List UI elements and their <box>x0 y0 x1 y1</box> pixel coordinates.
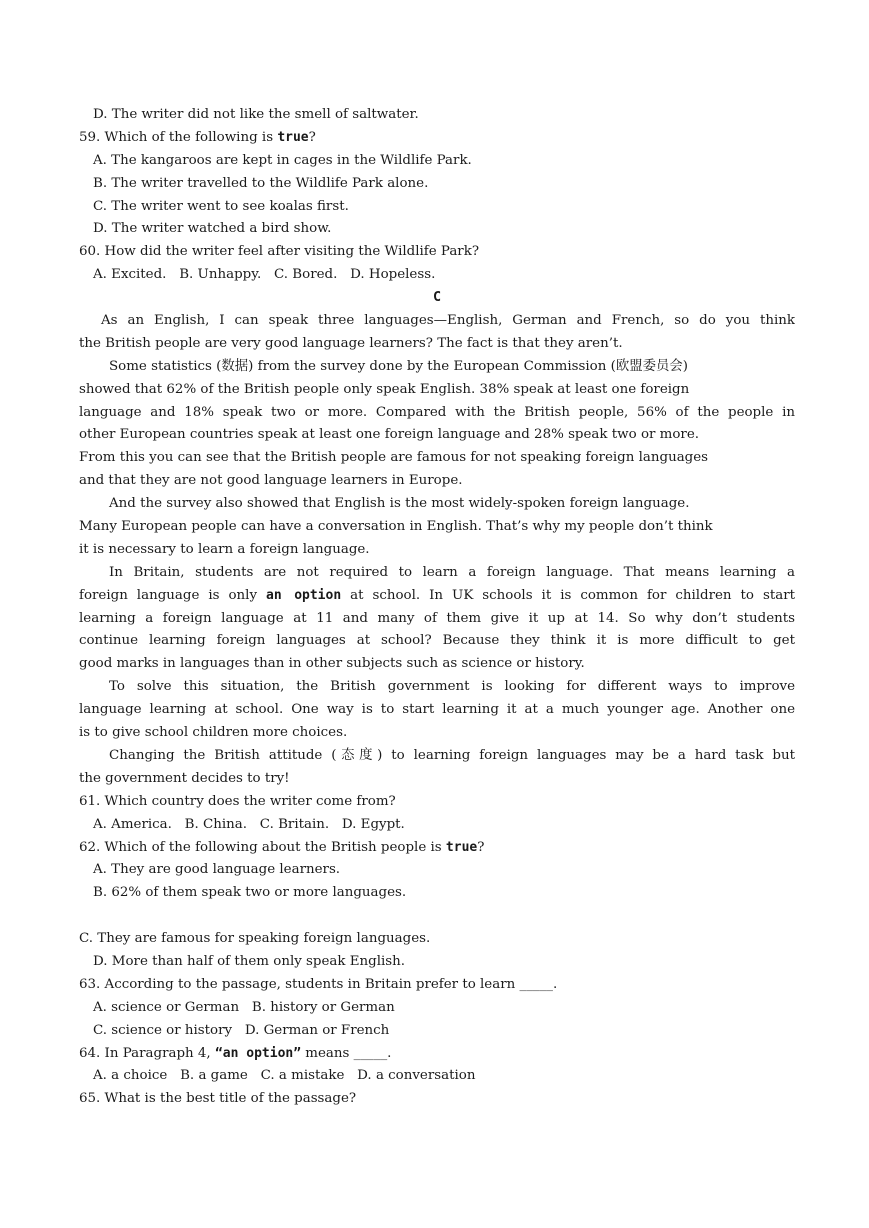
q62-stem-end: ? <box>477 839 485 855</box>
q64-stem-text: 64. In Paragraph 4, <box>79 1045 215 1061</box>
q62-stem <box>79 837 795 860</box>
paragraph-5-line-2: language learning at school. One way is to start learning it at a much younger age. Another one <box>79 702 795 718</box>
paragraph-5-line-3: is to give school children more choices. <box>79 725 348 741</box>
paragraph-6-line-2: the government decides to try! <box>79 770 290 786</box>
paragraph-3-line-3: it is necessary to learn a foreign language. <box>79 541 370 557</box>
q62-option-c: C. They are famous for speaking foreign languages. <box>79 931 431 947</box>
paragraph-4-line-3: learning a foreign language at 11 and many of them give it up at 14. So why don’t students <box>79 610 795 626</box>
paragraph-2-line-3: language and 18% speak two or more. Compared with the British people, 56% of the people in <box>79 404 795 420</box>
q59-stem-end: ? <box>308 129 316 145</box>
q59-option-d: D. The writer watched a bird show. <box>93 221 332 237</box>
paragraph-4-line-2-pre: foreign language is only <box>79 587 266 603</box>
paragraph-2-line-5: From this you can see that the British people are famous for not speaking foreign languages <box>79 450 709 466</box>
q59-option-b: B. The writer travelled to the Wildlife Park alone. <box>93 175 429 191</box>
q61-options: A. America. B. China. C. Britain. D. Egypt. <box>93 816 405 832</box>
q58-option-d: D. The writer did not like the smell of saltwater. <box>93 107 419 122</box>
q64-stem <box>79 1043 795 1066</box>
q64-options: A. a choice B. a game C. a mistake D. a conversation <box>93 1068 476 1084</box>
q63-options-cd: C. science or history D. German or French <box>93 1022 390 1038</box>
q64-stem-end: means _____. <box>301 1045 392 1061</box>
paragraph-2-line-1: Some statistics (数据) from the survey done by the European Commission (欧盟委员会) <box>109 358 689 374</box>
q59-stem <box>79 127 795 150</box>
paragraph-3-line-2: Many European people can have a conversation in English. That’s why my people don’t think <box>79 519 713 535</box>
q60-options: A. Excited. B. Unhappy. C. Bored. D. Hopeless. <box>93 267 436 283</box>
paragraph-2-line-2: showed that 62% of the British people only speak English. 38% speak at least one foreign <box>79 381 690 397</box>
paragraph-2-line-6: and that they are not good language learners in Europe. <box>79 473 463 489</box>
page-content <box>79 104 795 1111</box>
an-option-phrase: an option <box>266 587 342 603</box>
q59-stem-text: 59. Which of the following is <box>79 129 278 145</box>
paragraph-6-line-1: Changing the British attitude (态度) to learning foreign languages may be a hard task but <box>109 747 795 763</box>
q62-stem-bold: true <box>445 839 478 855</box>
paragraph-4-line-1: In Britain, students are not required to learn a foreign language. That means learning a <box>109 564 795 580</box>
q62-option-d: D. More than half of them only speak English. <box>93 953 406 969</box>
q60-stem: 60. How did the writer feel after visiting the Wildlife Park? <box>79 244 479 260</box>
paragraph-4-line-5: good marks in languages than in other subjects such as science or history. <box>79 656 585 672</box>
q59-stem-bold: true <box>277 129 309 145</box>
passage-heading: C <box>432 290 442 306</box>
q65-stem: 65. What is the best title of the passage? <box>79 1091 357 1107</box>
q63-options-ab: A. science or German B. history or German <box>93 999 395 1015</box>
q63-stem: 63. According to the passage, students in Britain prefer to learn _____. <box>79 976 558 992</box>
q59-option-c: C. The writer went to see koalas first. <box>93 198 349 214</box>
paragraph-5-line-1: To solve this situation, the British government is looking for different ways to improve <box>109 679 795 695</box>
paragraph-2-line-4: other European countries speak at least one foreign language and 28% speak two or more. <box>79 427 700 443</box>
q62-stem-text: 62. Which of the following about the British people is <box>79 839 446 855</box>
paragraph-4-line-4: continue learning foreign languages at school? Because they think it is more difficult to get <box>79 633 795 649</box>
paragraph-3-line-1: And the survey also showed that English is the most widely-spoken foreign language. <box>109 496 690 512</box>
paragraph-4-line-2-post: at school. In UK schools it is common for children to start <box>341 587 795 603</box>
paragraph-1-line-1: As an English, I can speak three languages—English, German and French, so do you think <box>101 313 795 329</box>
q64-stem-bold: “an option” <box>214 1045 302 1061</box>
paragraph-1-line-2: the British people are very good language learners? The fact is that they aren’t. <box>79 335 623 351</box>
blank-line <box>79 905 795 928</box>
q61-stem: 61. Which country does the writer come from? <box>79 793 396 809</box>
q62-option-b: B. 62% of them speak two or more languages. <box>93 885 407 901</box>
paragraph-4-line-2 <box>79 585 795 608</box>
q59-option-a: A. The kangaroos are kept in cages in the Wildlife Park. <box>93 152 472 168</box>
q62-option-a: A. They are good language learners. <box>93 862 341 878</box>
